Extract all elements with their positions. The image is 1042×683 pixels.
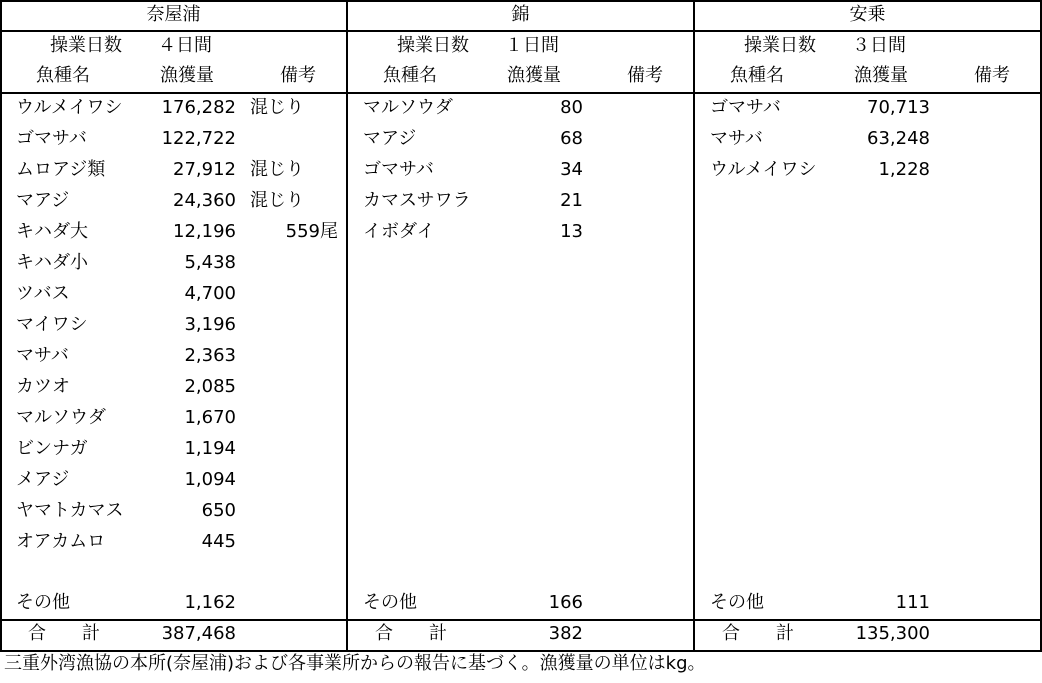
divider-1	[346, 0, 348, 652]
table-row-catch: 70,713	[867, 97, 930, 118]
section-anori-total-value: 135,300	[855, 623, 930, 644]
table-row-catch: 13	[560, 221, 583, 242]
table-row-catch: 80	[560, 97, 583, 118]
table-row-species: ウルメイワシ	[710, 159, 817, 180]
section-anori-title: 安乗	[849, 4, 886, 25]
section-anori-days-label: 操業日数	[744, 35, 816, 56]
table-row-catch: 650	[201, 500, 236, 521]
table-row-catch: 24,360	[173, 190, 236, 211]
table-row-species: キハダ大	[16, 221, 88, 242]
table-row-species: マアジ	[16, 190, 70, 211]
section-nayaura-days-value: ４日間	[158, 35, 212, 56]
section-nayaura-col-note: 備考	[280, 65, 316, 86]
table-row-catch: 1,094	[184, 469, 236, 490]
table-row-species: ウルメイワシ	[16, 97, 123, 118]
table-row-catch: 12,196	[173, 221, 236, 242]
section-anori-days-value: ３日間	[852, 35, 906, 56]
section-nishiki-title: 錦	[511, 4, 530, 25]
section-nayaura-other-label: その他	[16, 592, 70, 613]
section-nayaura-other-value: 1,162	[184, 592, 236, 613]
table-row-catch: 122,722	[161, 128, 236, 149]
table-row-species: オアカムロ	[16, 531, 106, 552]
divider-2	[693, 0, 695, 652]
section-anori-total-label: 合 計	[722, 623, 794, 644]
section-nayaura-total-value: 387,468	[161, 623, 236, 644]
table-row-note: 混じり	[250, 190, 304, 211]
section-anori-col-note: 備考	[974, 65, 1010, 86]
section-nishiki-total-value: 382	[548, 623, 583, 644]
table-row-species: イボダイ	[363, 221, 435, 242]
table-row-species: ゴマサバ	[16, 128, 87, 149]
footer-note: 三重外湾漁協の本所(奈屋浦)および各事業所からの報告に基づく。漁獲量の単位はkg。	[4, 653, 706, 674]
table-row-species: マアジ	[363, 128, 417, 149]
section-nishiki-col-note: 備考	[627, 65, 663, 86]
section-anori-other-label: その他	[710, 592, 764, 613]
table-row-catch: 2,363	[184, 345, 236, 366]
left-border	[0, 0, 2, 652]
table-row-species: ゴマサバ	[710, 97, 781, 118]
table-row-species: マルソウダ	[16, 407, 106, 428]
table-row-species: カツオ	[16, 376, 70, 397]
table-row-note: 混じり	[250, 97, 304, 118]
table-row-species: マイワシ	[16, 314, 88, 335]
table-top-border	[0, 0, 1042, 2]
table-row-species: ツバス	[16, 283, 70, 304]
table-row-catch: 5,438	[184, 252, 236, 273]
table-row-catch: 1,670	[184, 407, 236, 428]
total-divider	[0, 619, 1042, 621]
table-row-catch: 68	[560, 128, 583, 149]
table-row-catch: 176,282	[161, 97, 236, 118]
table-row-catch: 63,248	[867, 128, 930, 149]
section-nishiki-other-value: 166	[548, 592, 583, 613]
table-row-note: 559尾	[285, 221, 338, 242]
table-row-catch: 2,085	[184, 376, 236, 397]
table-row-catch: 34	[560, 159, 583, 180]
table-row-catch: 3,196	[184, 314, 236, 335]
total-bottom-border	[0, 650, 1042, 652]
table-row-note: 混じり	[250, 159, 304, 180]
section-nishiki-days-label: 操業日数	[397, 35, 469, 56]
table-row-species: マサバ	[710, 128, 763, 149]
table-row-catch: 21	[560, 190, 583, 211]
section-anori-other-value: 111	[895, 592, 930, 613]
section-nishiki-col-species: 魚種名	[383, 65, 437, 86]
table-row-species: マルソウダ	[363, 97, 453, 118]
section-nayaura-title: 奈屋浦	[146, 4, 201, 25]
table-row-species: ビンナガ	[16, 438, 88, 459]
column-header-divider	[0, 92, 1042, 94]
table-row-catch: 1,194	[184, 438, 236, 459]
table-row-catch: 445	[201, 531, 236, 552]
table-row-species: キハダ小	[16, 252, 88, 273]
table-row-species: ヤマトカマス	[16, 500, 124, 521]
table-row-catch: 4,700	[184, 283, 236, 304]
section-nishiki-total-label: 合 計	[375, 623, 447, 644]
section-nishiki-days-value: １日間	[505, 35, 559, 56]
section-nayaura-days-label: 操業日数	[50, 35, 122, 56]
section-nayaura-total-label: 合 計	[28, 623, 100, 644]
section-nishiki-col-catch: 漁獲量	[507, 65, 561, 86]
section-nayaura-col-species: 魚種名	[36, 65, 90, 86]
section-nayaura-col-catch: 漁獲量	[160, 65, 214, 86]
table-row-species: ムロアジ類	[16, 159, 106, 180]
table-row-catch: 1,228	[878, 159, 930, 180]
table-row-species: ゴマサバ	[363, 159, 434, 180]
table-row-species: カマスサワラ	[363, 190, 471, 211]
section-anori-col-catch: 漁獲量	[854, 65, 908, 86]
table-row-catch: 27,912	[173, 159, 236, 180]
table-row-species: メアジ	[16, 469, 70, 490]
section-nishiki-other-label: その他	[363, 592, 417, 613]
header-divider	[0, 30, 1042, 32]
section-anori-col-species: 魚種名	[730, 65, 784, 86]
table-row-species: マサバ	[16, 345, 69, 366]
